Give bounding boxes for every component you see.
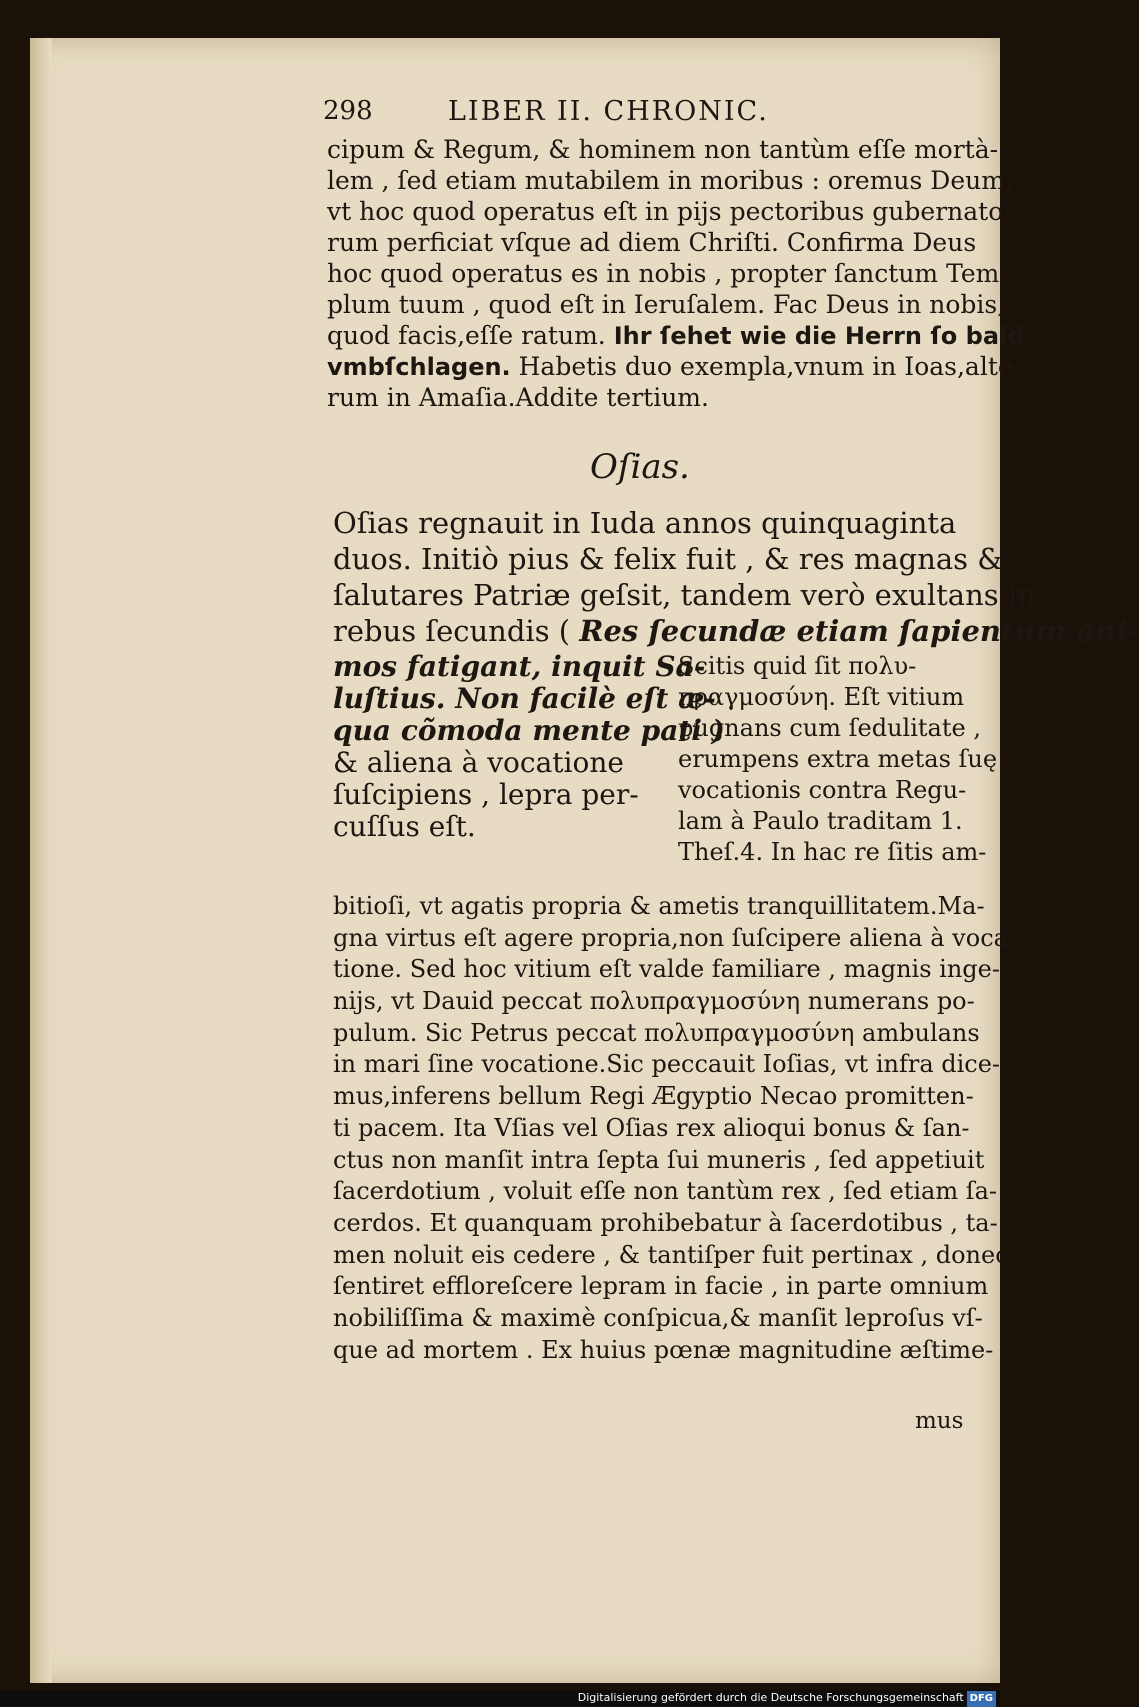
text-line: cerdos. Et quanquam prohibebatur à ſacerdotibus , ta- [333, 1208, 998, 1237]
text-line: in mari ſine vocatione.Sic peccauit Ioſias, vt infra dice- [333, 1050, 1001, 1079]
text-line: ctus non manſit intra ſepta ſui muneris , ſed appetiuit [333, 1145, 985, 1174]
text-line: mus,inferens bellum Regi Ægyptio Necao promitten- [333, 1082, 974, 1111]
dfg-logo: DFG [967, 1691, 996, 1707]
body-text-block [333, 891, 1017, 1366]
text-line: rum perficiat vſque ad diem Chriſti. Confirma Deus [327, 228, 977, 257]
text-segment: Habetis duo exempla,vnum in Ioas,alte- [510, 352, 1022, 381]
text-line: gna virtus eſt agere propria,non ſuſcipere aliena à voca- [333, 923, 1017, 952]
text-line-mixed [327, 320, 1025, 351]
text-line: ſentiret effloreſcere lepram in facie , in parte omnium [333, 1272, 989, 1301]
text-line: ti pacem. Ita Vſias vel Oſias rex alioqui bonus & ſan- [333, 1113, 970, 1142]
text-segment: quod facis,eſſe ratum. [327, 321, 614, 350]
text-line: nijs, vt Dauid peccat πολυπραγμοσύνη numerans po- [333, 987, 975, 1016]
text-line: tione. Sed hoc vitium eſt valde familiare , magnis inge- [333, 955, 1000, 984]
text-line: ſacerdotium , voluit eſſe non tantùm rex , ſed etiam ſa- [333, 1177, 998, 1206]
text-line-italic: luſtius. Non facilè eſt æ- [333, 682, 716, 715]
text-line: & aliena à vocatione [333, 746, 624, 779]
right-column [678, 651, 998, 868]
text-line: cuſſus eſt. [333, 810, 476, 843]
text-line: vocationis contra Regu- [678, 776, 967, 804]
text-line: vt hoc quod operatus eſt in pijs pectoribus gubernato- [327, 197, 1012, 226]
page-number: 298 [323, 96, 373, 126]
text-line: πραγμοσύνη. Eſt vitium [678, 683, 965, 711]
text-line: men noluit eis cedere , & tantiſper fuit pertinax , donec [333, 1240, 1009, 1269]
left-column [333, 650, 725, 843]
paragraph-opening [333, 505, 1139, 649]
text-segment: rebus ſecundis ( [333, 614, 580, 648]
text-line: Oſias regnauit in Iuda annos quinquaginta [333, 506, 957, 540]
text-line: hoc quod operatus es in nobis , propter ſanctum Tem- [327, 259, 1008, 288]
blackletter-text: vmbſchlagen. [327, 353, 511, 381]
digitization-footer [0, 1690, 1000, 1706]
text-line: Scitis quid ſit πολυ- [678, 652, 917, 680]
page-header [323, 96, 883, 136]
text-line-italic: qua cõmoda mente pati ) [333, 714, 725, 747]
text-line: ſalutares Patriæ geſsit, tandem verò exultans in [333, 578, 1036, 612]
text-line: que ad mortem . Ex huius pœnæ magnitudine æſtime- [333, 1335, 994, 1364]
text-line: pugnans cum ſedulitate , [678, 714, 981, 742]
text-line: bitioſi, vt agatis propria & ametis tranquillitatem.Ma- [333, 892, 985, 920]
text-line: cipum & Regum, & hominem non tantùm eſſe mortà- [327, 135, 999, 164]
text-line: Theſ.4. In hac re ſitis am- [678, 838, 987, 866]
catchword: mus [915, 1408, 964, 1434]
text-line: erumpens extra metas ſuę [678, 745, 998, 773]
text-line: duos. Initiò pius & felix fuit , & res magnas & [333, 542, 1004, 576]
text-line: pulum. Sic Petrus peccat πολυπραγμοσύνη ambulans [333, 1018, 980, 1047]
text-line-mixed [333, 613, 1139, 649]
top-text-block [327, 134, 1025, 413]
running-head: LIBER II. CHRONIC. [448, 96, 769, 127]
text-line-mixed [327, 351, 1022, 382]
text-line: nobiliſſima & maximè conſpicua,& manſit leproſus vſ- [333, 1303, 983, 1332]
footer-credit: Digitalisierung gefördert durch die Deutsche Forschungsgemeinschaft [577, 1691, 964, 1704]
text-line-italic: mos fatigant, inquit Sa- [333, 650, 706, 683]
text-line: lem , ſed etiam mutabilem in moribus : oremus Deum, [327, 166, 1013, 195]
text-line: rum in Amaſia.Addite tertium. [327, 383, 709, 412]
page-spine-shadow [30, 38, 52, 1683]
text-line: ſuſcipiens , lepra per- [333, 778, 639, 811]
text-line: plum tuum , quod eſt in Ieruſalem. Fac Deus in nobis, [327, 290, 1006, 319]
text-line: lam à Paulo traditam 1. [678, 807, 963, 835]
blackletter-text: Ihr ſehet wie die Herrn ſo bald [613, 322, 1025, 350]
section-heading: Oſias. [590, 447, 690, 487]
italic-quote: Res ſecundæ etiam ſapientum ani- [579, 614, 1139, 648]
